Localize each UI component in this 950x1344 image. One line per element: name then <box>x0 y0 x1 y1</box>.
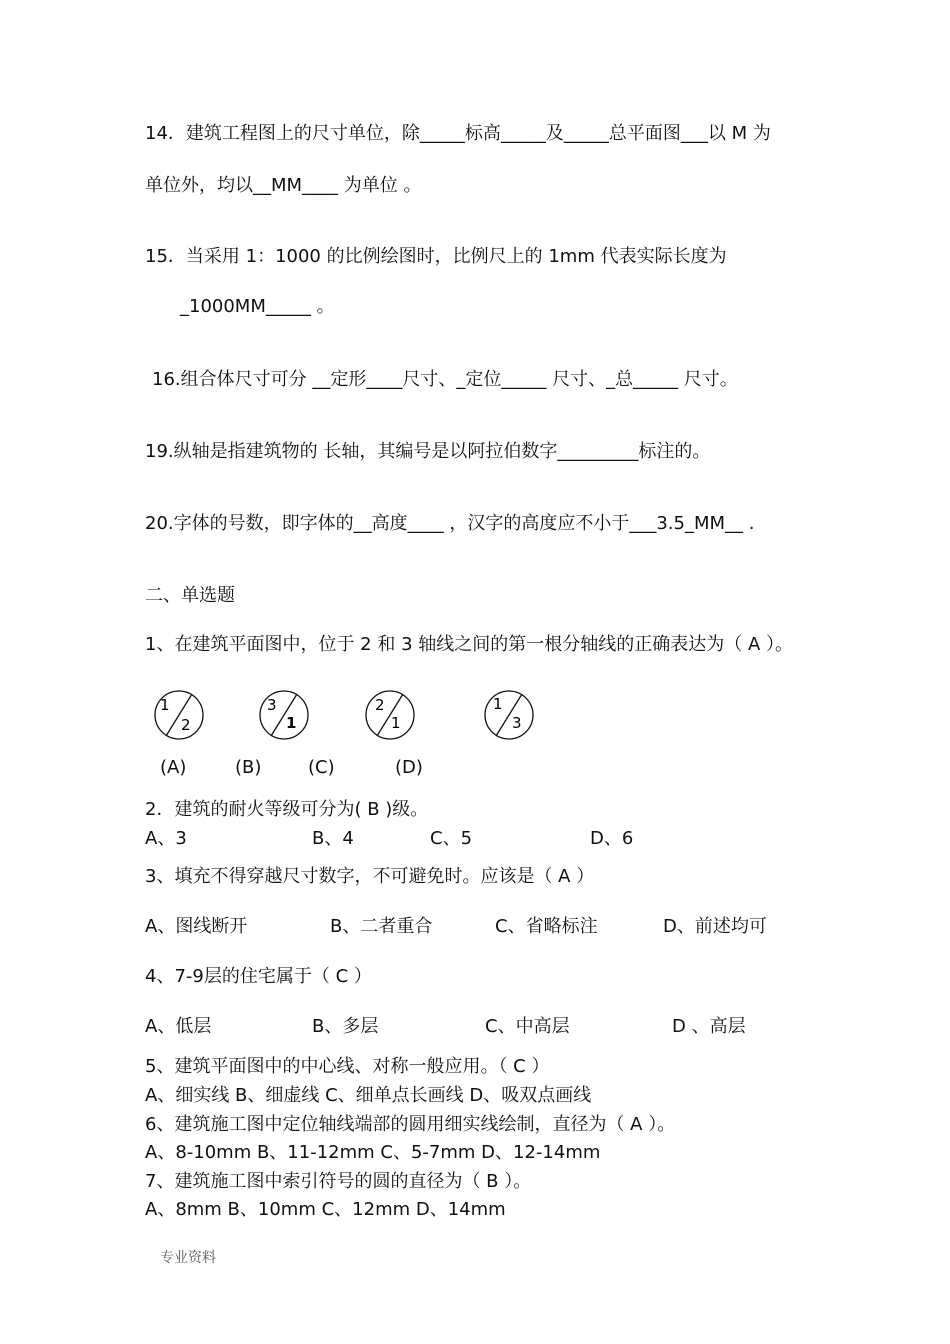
s4-option-b: B、多层 <box>312 1016 379 1037</box>
s3-option-a: A、图线断开 <box>145 916 248 937</box>
s6-question: 6、建筑施工图中定位轴线端部的圆用细实线绘制，直径为（ A ）。 <box>145 1114 676 1135</box>
s3-option-b: B、二者重合 <box>330 916 433 937</box>
s4-question: 4、7-9层的住宅属于（ C ） <box>145 966 372 987</box>
s2-question: 2．建筑的耐火等级可分为( B )级。 <box>145 799 429 820</box>
q15-line2: _1000MM_____ 。 <box>180 296 335 317</box>
axis-symbol-a <box>152 688 206 742</box>
axis-label-d: (D) <box>395 757 423 778</box>
axis-d-top: 1 <box>493 695 503 713</box>
s1-question: 1、在建筑平面图中，位于 2 和 3 轴线之间的第一根分轴线的正确表达为（ A ）。 <box>145 634 793 655</box>
s2-option-c: C、5 <box>430 828 473 849</box>
s4-option-a: A、低层 <box>145 1016 212 1037</box>
s6-options: A、8-10mm B、11-12mm C、5-7mm D、12-14mm <box>145 1142 601 1163</box>
q14-line1: 14．建筑工程图上的尺寸单位，除_____标高_____及_____总平面图___以 M 为 <box>145 123 771 144</box>
section-2-heading: 二、单选题 <box>145 585 235 606</box>
axis-label-b: (B) <box>235 757 262 778</box>
s4-option-c: C、中高层 <box>485 1016 570 1037</box>
axis-symbol-c <box>363 688 417 742</box>
s5-options: A、细实线 B、细虚线 C、细单点长画线 D、吸双点画线 <box>145 1085 592 1106</box>
q14-line2: 单位外，均以__MM____ 为单位 。 <box>145 175 422 196</box>
axis-d-bottom: 3 <box>512 714 522 732</box>
axis-symbol-d <box>482 688 536 742</box>
q15-line1: 15．当采用 1：1000 的比例绘图时，比例尺上的 1mm 代表实际长度为 <box>145 246 727 267</box>
axis-a-top: 1 <box>160 696 170 714</box>
s7-options: A、8mm B、10mm C、12mm D、14mm <box>145 1199 506 1220</box>
page-footer: 专业资料 <box>160 1250 216 1266</box>
axis-a-bottom: 2 <box>181 716 191 734</box>
axis-label-c: (C) <box>308 757 335 778</box>
axis-c-top: 2 <box>375 696 385 714</box>
axis-b-bottom: 1 <box>286 714 297 732</box>
s2-option-d: D、6 <box>590 828 634 849</box>
axis-c-bottom: 1 <box>391 714 401 732</box>
axis-symbol-b <box>257 688 311 742</box>
s5-question: 5、建筑平面图中的中心线、对称一般应用。（ C ） <box>145 1056 550 1077</box>
axis-label-a: (A) <box>160 757 187 778</box>
s4-option-d: D 、高层 <box>672 1016 746 1037</box>
s3-question: 3、填充不得穿越尺寸数字，不可避免时。应该是（ A ） <box>145 866 595 887</box>
q20-line: 20.字体的号数，即字体的__高度____ ，汉字的高度应不小于___3.5_MM__ . <box>145 513 755 534</box>
s3-option-c: C、省略标注 <box>495 916 598 937</box>
q16-line: 16.组合体尺寸可分 __定形____尺寸、_定位_____ 尺寸、_总_____ 尺寸。 <box>152 369 738 390</box>
q19-line: 19.纵轴是指建筑物的 长轴，其编号是以阿拉伯数字_________标注的。 <box>145 441 711 462</box>
s7-question: 7、建筑施工图中索引符号的圆的直径为（ B ）。 <box>145 1171 532 1192</box>
s2-option-b: B、4 <box>312 828 354 849</box>
axis-b-top: 3 <box>267 696 277 714</box>
s3-option-d: D、前述均可 <box>663 916 767 937</box>
s2-option-a: A、3 <box>145 828 187 849</box>
